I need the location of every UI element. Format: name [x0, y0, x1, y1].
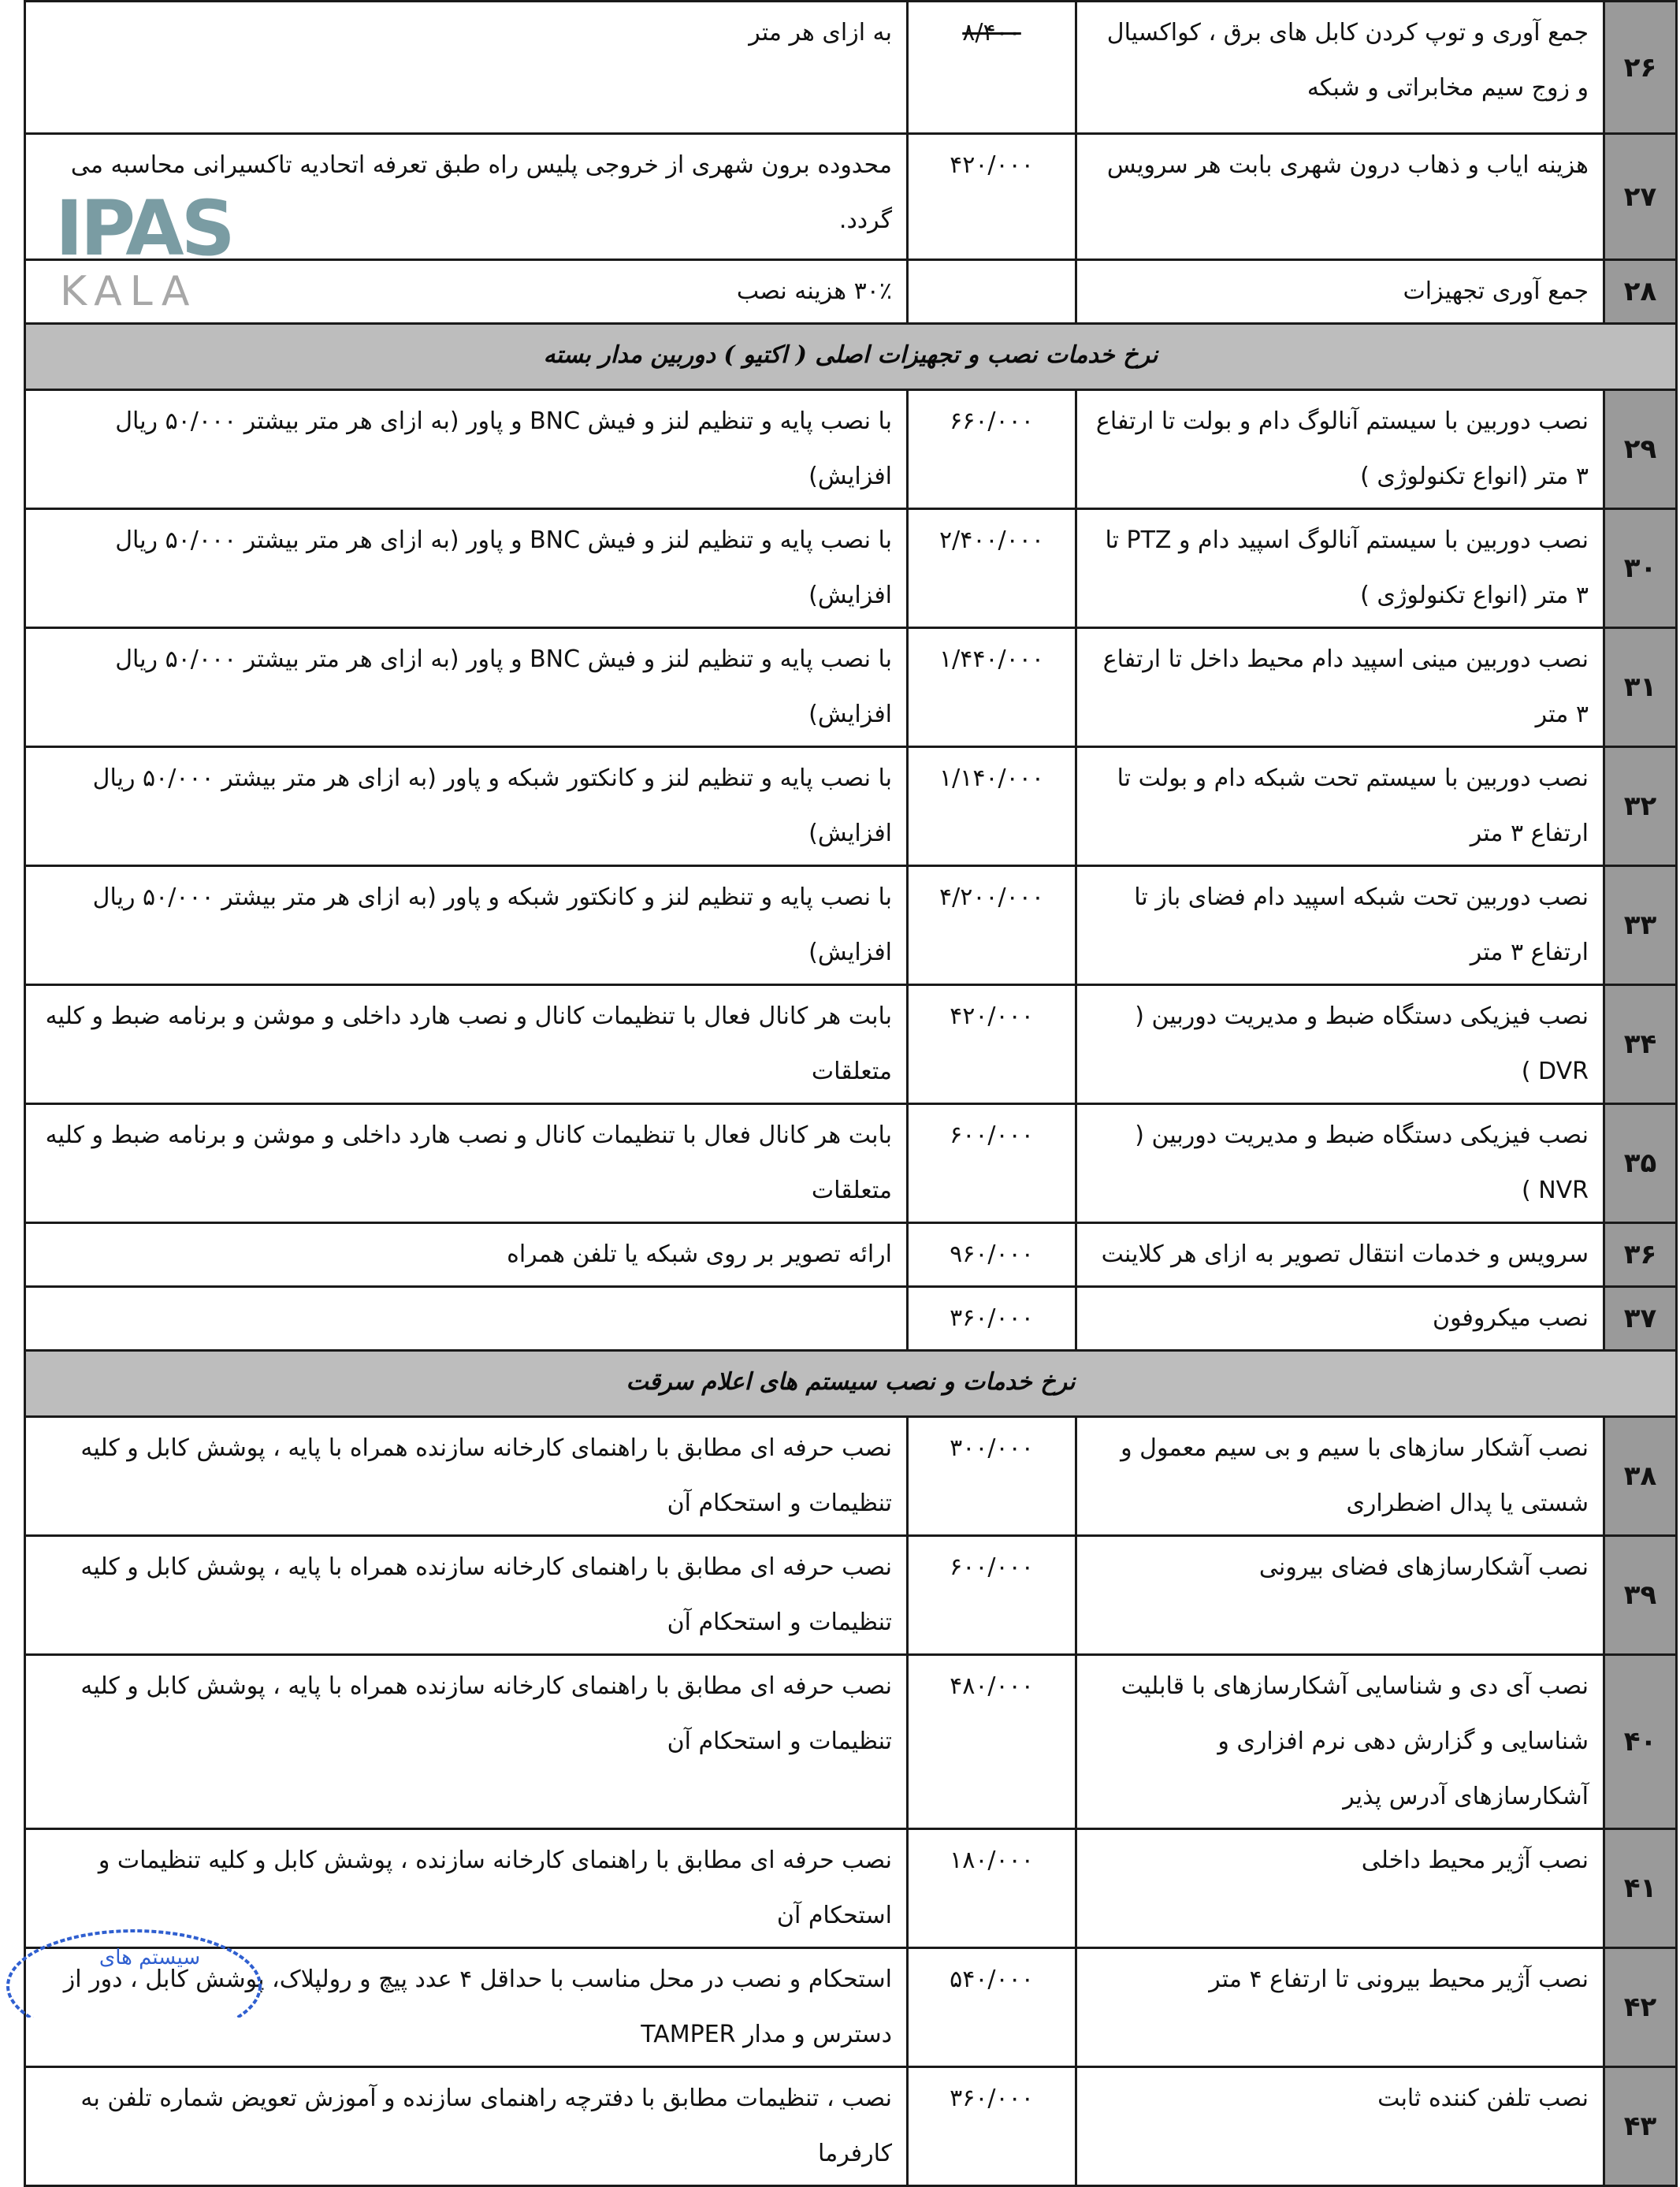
service-note: نصب حرفه ای مطابق با راهنمای کارخانه سازنده همراه با پایه ، پوشش کابل و کلیه تنظیمات و استحکام آن [25, 1536, 908, 1655]
table-row [25, 390, 1677, 509]
service-price: ۶۰۰/۰۰۰ [908, 1536, 1076, 1655]
service-description: نصب دوربین با سیستم تحت شبکه دام و بولت تا ارتفاع ۳ متر [1076, 747, 1604, 866]
service-note: ۳۰٪ هزینه نصب [25, 260, 908, 324]
stamp-text: سیستم های [98, 1946, 201, 1969]
table-row [25, 747, 1677, 866]
row-number: ۳۶ [1604, 1223, 1677, 1287]
service-price: ۹۶۰/۰۰۰ [908, 1223, 1076, 1287]
table-row [25, 1655, 1677, 1829]
table-row [25, 1417, 1677, 1536]
service-note: نصب ، تنظیمات مطابق با دفترچه راهنمای سازنده و آموزش تعویض شماره تلفن به کارفرما [25, 2067, 908, 2186]
service-note: ارائه تصویر بر روی شبکه یا تلفن همراه [25, 1223, 908, 1287]
table-row [25, 1223, 1677, 1287]
row-number: ۳۲ [1604, 747, 1677, 866]
service-note [25, 1287, 908, 1351]
service-note: نصب حرفه ای مطابق با راهنمای کارخانه سازنده همراه با پایه ، پوشش کابل و کلیه تنظیمات و استحکام آن [25, 1655, 908, 1829]
service-description: نصب آژیر محیط بیرونی تا ارتفاع ۴ متر [1076, 1948, 1604, 2067]
row-number: ۳۰ [1604, 509, 1677, 628]
service-price: ۵۴۰/۰۰۰ [908, 1948, 1076, 2067]
service-price: ۱/۴۴۰/۰۰۰ [908, 628, 1076, 747]
row-number: ۳۱ [1604, 628, 1677, 747]
service-price: ۴/۲۰۰/۰۰۰ [908, 866, 1076, 985]
table-row [25, 628, 1677, 747]
service-note: بابت هر کانال فعال با تنظیمات کانال و نصب هارد داخلی و موشن و برنامه ضبط و کلیه متعلقات [25, 1104, 908, 1223]
service-description: نصب دوربین مینی اسپید دام محیط داخل تا ارتفاع ۳ متر [1076, 628, 1604, 747]
watermark-sub: KALA [60, 268, 198, 315]
row-number: ۳۴ [1604, 985, 1677, 1104]
service-description: نصب دوربین تحت شبکه اسپید دام فضای باز تا ارتفاع ۳ متر [1076, 866, 1604, 985]
row-number: ۲۶ [1604, 2, 1677, 134]
company-stamp [0, 1923, 284, 2018]
row-number: ۳۳ [1604, 866, 1677, 985]
service-note: استحکام و نصب در محل مناسب با حداقل ۴ عدد پیچ و رولپلاک، پوشش کابل ، دور از دسترس و مدار TAMPER [25, 1948, 908, 2067]
service-description: نصب آشکارسازهای فضای بیرونی [1076, 1536, 1604, 1655]
service-note: با نصب پایه و تنظیم لنز و کانکتور شبکه و پاور (به ازای هر متر بیشتر ۵۰/۰۰۰ ریال افزایش) [25, 747, 908, 866]
service-description: نصب میکروفون [1076, 1287, 1604, 1351]
service-description: نصب آشکار سازهای با سیم و بی سیم معمول و شستی یا پدال اضطراری [1076, 1417, 1604, 1536]
service-price: ۴۲۰/۰۰۰ [908, 134, 1076, 260]
row-number: ۲۹ [1604, 390, 1677, 509]
section-header-row [25, 324, 1677, 390]
row-number: ۳۸ [1604, 1417, 1677, 1536]
ipas-kala-watermark [55, 184, 232, 347]
service-description: نصب تلفن کننده ثابت [1076, 2067, 1604, 2186]
service-note: بابت هر کانال فعال با تنظیمات کانال و نصب هارد داخلی و موشن و برنامه ضبط و کلیه متعلقات [25, 985, 908, 1104]
service-price: ۳۶۰/۰۰۰ [908, 1287, 1076, 1351]
service-note: به ازای هر متر [25, 2, 908, 134]
service-price: ۴۸۰/۰۰۰ [908, 1655, 1076, 1829]
service-price: ۱۸۰/۰۰۰ [908, 1829, 1076, 1948]
table-row [25, 2067, 1677, 2186]
table-row [25, 134, 1677, 260]
service-note: نصب حرفه ای مطابق با راهنمای کارخانه سازنده همراه با پایه ، پوشش کابل و کلیه تنظیمات و استحکام آن [25, 1417, 908, 1536]
service-description: جمع آوری و توپ کردن کابل های برق ، کواکسیال و زوج سیم مخابراتی و شبکه [1076, 2, 1604, 134]
row-number: ۲۷ [1604, 134, 1677, 260]
service-price: ۳۶۰/۰۰۰ [908, 2067, 1076, 2186]
table-row [25, 866, 1677, 985]
service-note: محدوده برون شهری از خروجی پلیس راه طبق تعرفه اتحادیه تاکسیرانی محاسبه می گردد. [25, 134, 908, 260]
row-number: ۴۳ [1604, 2067, 1677, 2186]
service-note: با نصب پایه و تنظیم لنز و فیش BNC و پاور (به ازای هر متر بیشتر ۵۰/۰۰۰ ریال افزایش) [25, 390, 908, 509]
row-number: ۲۸ [1604, 260, 1677, 324]
table-row [25, 2, 1677, 134]
table-row [25, 1536, 1677, 1655]
section-title: نرخ خدمات و نصب سیستم های اعلام سرقت [25, 1351, 1677, 1417]
row-number: ۳۷ [1604, 1287, 1677, 1351]
row-number: ۴۲ [1604, 1948, 1677, 2067]
service-description: نصب دوربین با سیستم آنالوگ اسپید دام و PTZ تا ۳ متر (انواع تکنولوژی ) [1076, 509, 1604, 628]
service-price: ۸/۴۰۰ [908, 2, 1076, 134]
table-row [25, 985, 1677, 1104]
service-description: نصب آژیر محیط داخلی [1076, 1829, 1604, 1948]
service-price: ۴۲۰/۰۰۰ [908, 985, 1076, 1104]
service-price: ۲/۴۰۰/۰۰۰ [908, 509, 1076, 628]
table-row [25, 509, 1677, 628]
service-description: هزینه ایاب و ذهاب درون شهری بابت هر سرویس [1076, 134, 1604, 260]
table-row [25, 1104, 1677, 1223]
tariff-table [24, 0, 1678, 2187]
service-note: با نصب پایه و تنظیم لنز و کانکتور شبکه و پاور (به ازای هر متر بیشتر ۵۰/۰۰۰ ریال افزایش) [25, 866, 908, 985]
row-number: ۴۰ [1604, 1655, 1677, 1829]
service-price: ۱/۱۴۰/۰۰۰ [908, 747, 1076, 866]
service-description: نصب آی دی و شناسایی آشکارسازهای با قابلیت شناسایی و گزارش دهی نرم افزاری و آشکارسازهای آدرس پذیر [1076, 1655, 1604, 1829]
table-row [25, 1287, 1677, 1351]
service-note: نصب حرفه ای مطابق با راهنمای کارخانه سازنده ، پوشش کابل و کلیه تنظیمات و استحکام آن [25, 1829, 908, 1948]
service-description: نصب فیزیکی دستگاه ضبط و مدیریت دوربین ( DVR ) [1076, 985, 1604, 1104]
service-note: با نصب پایه و تنظیم لنز و فیش BNC و پاور (به ازای هر متر بیشتر ۵۰/۰۰۰ ریال افزایش) [25, 628, 908, 747]
service-price: ۶۶۰/۰۰۰ [908, 390, 1076, 509]
service-price: ۶۰۰/۰۰۰ [908, 1104, 1076, 1223]
row-number: ۴۱ [1604, 1829, 1677, 1948]
service-description: نصب فیزیکی دستگاه ضبط و مدیریت دوربین ( NVR ) [1076, 1104, 1604, 1223]
watermark-brand: IPAS [55, 184, 232, 273]
service-description: جمع آوری تجهیزات [1076, 260, 1604, 324]
section-header-row [25, 1351, 1677, 1417]
row-number: ۳۵ [1604, 1104, 1677, 1223]
service-description: نصب دوربین با سیستم آنالوگ دام و بولت تا ارتفاع ۳ متر (انواع تکنولوژی ) [1076, 390, 1604, 509]
section-title: نرخ خدمات نصب و تجهیزات اصلی ( اکتیو ) دوربین مدار بسته [25, 324, 1677, 390]
service-description: سرویس و خدمات انتقال تصویر به ازای هر کلاینت [1076, 1223, 1604, 1287]
row-number: ۳۹ [1604, 1536, 1677, 1655]
service-price [908, 260, 1076, 324]
table-row [25, 260, 1677, 324]
service-note: با نصب پایه و تنظیم لنز و فیش BNC و پاور (به ازای هر متر بیشتر ۵۰/۰۰۰ ریال افزایش) [25, 509, 908, 628]
service-price: ۳۰۰/۰۰۰ [908, 1417, 1076, 1536]
